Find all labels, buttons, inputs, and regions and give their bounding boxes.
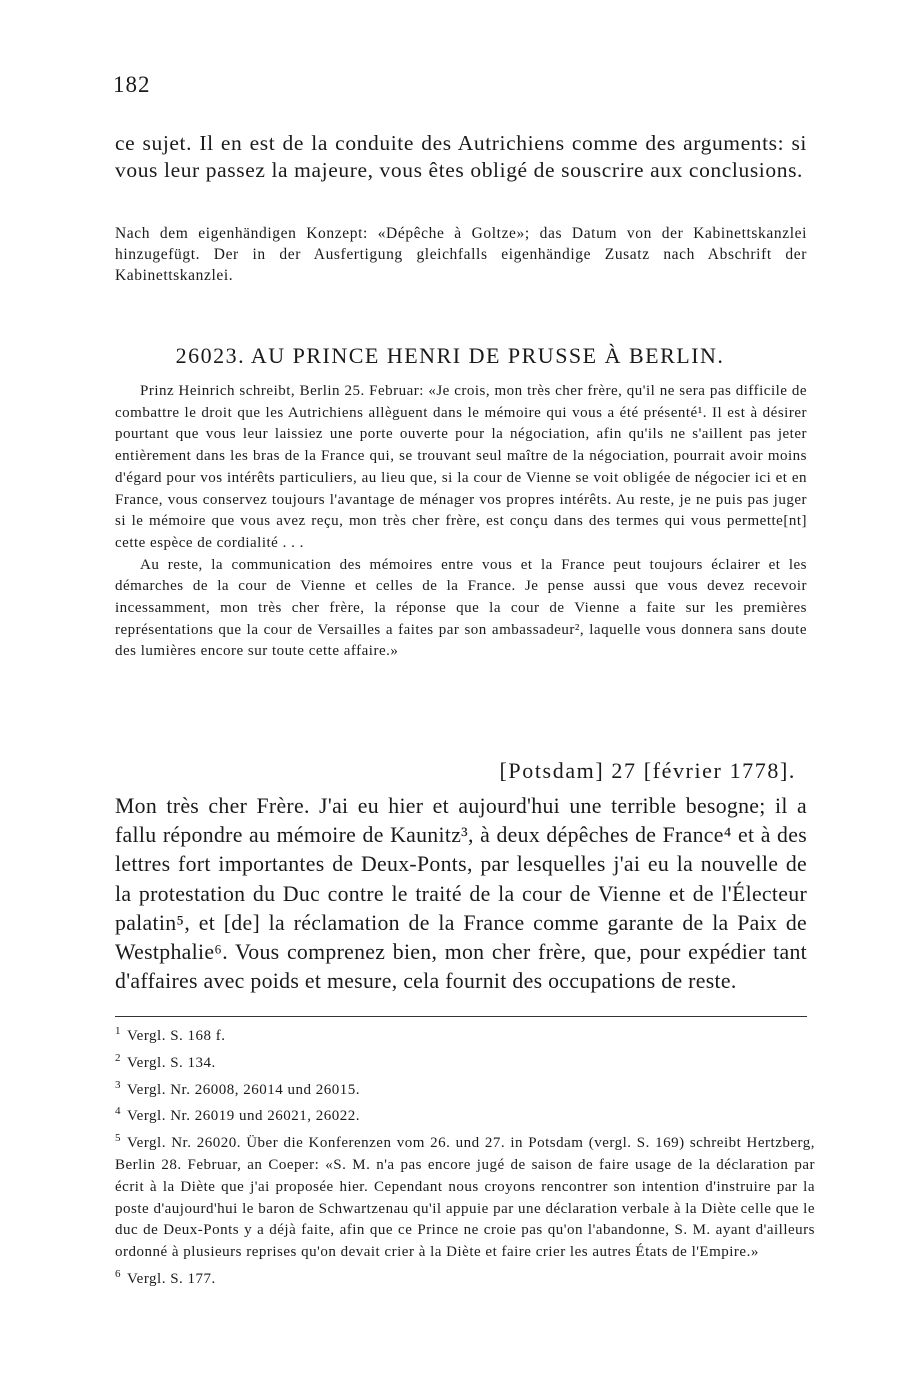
footnote-text: Vergl. Nr. 26019 und 26021, 26022. (127, 1108, 360, 1125)
footnote-text: Vergl. S. 134. (127, 1054, 216, 1071)
footnote-mark: 1 (115, 1025, 121, 1037)
source-note: Nach dem eigenhändigen Konzept: «Dépêche à Goltze»; das Datum von der Kabinettskanzlei hinzugefügt. Der in der Ausfertigung gleichfalls eigenhändige Zusatz nach Abschrift der Kabinettskanzlei. (115, 225, 807, 284)
footnote-divider (115, 1016, 807, 1017)
footnote-mark: 2 (115, 1051, 121, 1064)
dateline: [Potsdam] 27 [février 1778]. (499, 758, 796, 783)
footnote-mark: 5 (115, 1132, 121, 1145)
footnote (115, 1075, 815, 1102)
footnote-text: Vergl. Nr. 26008, 26014 und 26015. (127, 1081, 360, 1098)
footnote-text: Vergl. Nr. 26020. Über die Konferenzen vom 26. und 27. in Potsdam (vergl. S. 169) schreibt Hertzberg, Berlin 28. Februar, an Coeper: «S. M. n'a pas encore jugé de saison de faire usage de la déclaration par écrit à la Diète que j'ai proposée hier. Cependant nous croyons rencontrer son intention d'instruire par la poste d'aujourd'hui le baron de Schwartzenau qu'il appuie par une déclaration verbale à la Diète celle que le duc de Deux-Ponts y a déjà faite, afin que ce Prince ne croie pas qu'on l'abandonne, S. M. ayant d'ailleurs ordonné à plusieurs reprises qu'on devait crier à la Diète et faire crier les autres États de l'Empire.» (115, 1135, 815, 1261)
footnote-text: Vergl. S. 168 f. (127, 1028, 226, 1044)
footnote-mark: 4 (115, 1105, 121, 1118)
page-number: 182 (113, 72, 151, 97)
footnote-mark: 3 (115, 1078, 121, 1091)
footnote (115, 1021, 815, 1048)
footnote-text: Vergl. S. 177. (127, 1270, 216, 1287)
quote-paragraph: Prinz Heinrich schreibt, Berlin 25. Februar: «Je crois, mon très cher frère, qu'il ne sera pas difficile de combattre le droit que les Autrichiens allèguent dans le mémoire qui vous a été présenté¹. Il est à désirer pourtant que vous leur laissiez une porte ouverte pour la négociation, afin qu'ils ne s'aillent pas jeter entièrement dans les bras de la France qui, se trouvant seul maître de la négociation, pourrait avoir moins d'égard pour vos intérêts particuliers, au lieu que, si la cour de Vienne se voit obligée de négocier ici et en France, vous conservez toujours l'avantage de ménager vos propres intérêts. Au reste, je ne puis pas juger si le mémoire que vous avez reçu, mon très cher frère, est conçu dans des termes qui vous permette[nt] cette espèce de cordialité . . . (115, 383, 807, 551)
intro-paragraph: ce sujet. Il en est de la conduite des Autrichiens comme des arguments: si vous leur passez la majeure, vous êtes obligé de souscrire aux conclusions. (115, 131, 807, 182)
footnote (115, 1128, 815, 1264)
document-heading: 26023. AU PRINCE HENRI DE PRUSSE À BERLIN. (175, 343, 725, 368)
quote-paragraph: Au reste, la communication des mémoires entre vous et la France peut toujours éclairer et les démarches de la cour de Vienne et celles de la France. Je pense aussi que vous devez recevoir incessamment, mon très cher frère, la réponse que la cour de Vienne a faite sur les premières représentations que la cour de Versailles a faites par son ambassadeur², laquelle vous donnera sans doute des lumières encore sur toute cette affaire.» (115, 556, 807, 660)
footnotes-list (115, 1021, 815, 1291)
quoted-letter (115, 381, 807, 663)
footnote-mark: 6 (115, 1267, 121, 1280)
footnote (115, 1048, 815, 1075)
footnote (115, 1264, 815, 1291)
letter-body: Mon très cher Frère. J'ai eu hier et aujourd'hui une terrible besogne; il a fallu répondre au mémoire de Kaunitz³, à deux dépêches de France⁴ et à des lettres fort importantes de Deux-Ponts, par lesquelles j'ai eu la nouvelle de la protestation du Duc contre le traité de la cour de Vienne et de l'Électeur palatin⁵, et [de] la réclamation de la France comme garante de la Paix de Westphalie⁶. Vous comprenez bien, mon cher frère, que, pour expédier tant d'affaires avec poids et mesure, cela fournit des occupations de reste. (115, 794, 807, 994)
footnote (115, 1101, 815, 1128)
